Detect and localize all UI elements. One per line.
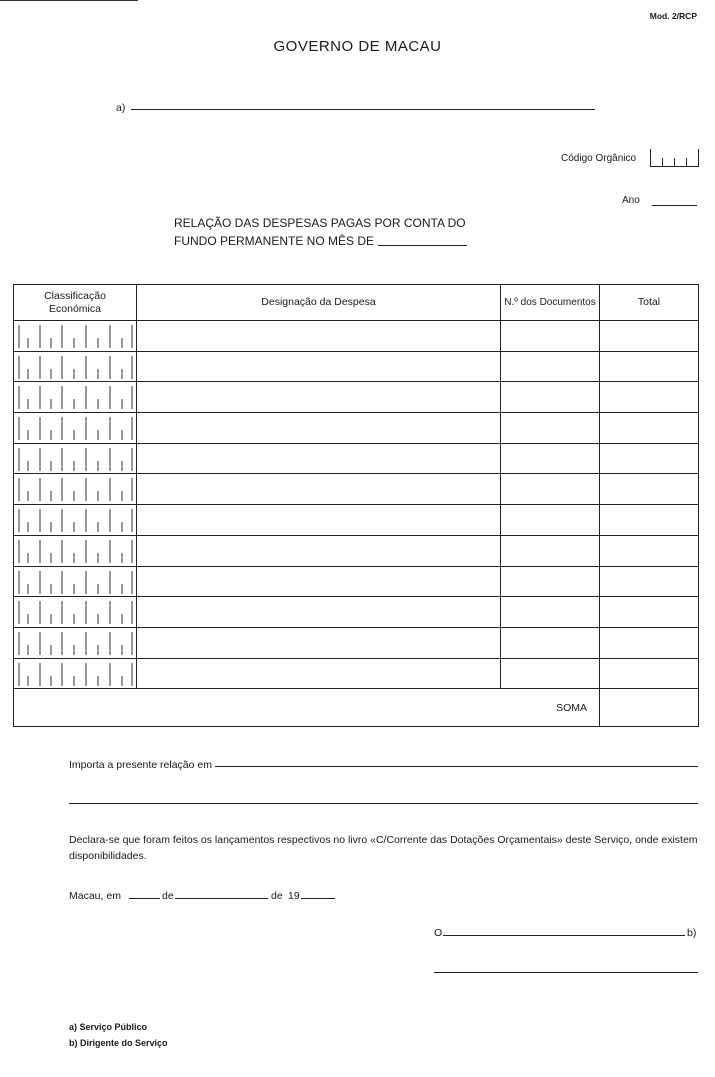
documentos-cell[interactable] (501, 658, 600, 689)
documentos-cell[interactable] (501, 597, 600, 628)
total-cell[interactable] (600, 351, 699, 382)
classificacao-cell[interactable] (14, 382, 137, 413)
signature-title-line[interactable] (443, 935, 685, 936)
top-edge-rule (0, 0, 138, 1)
codigo-organico-boxes[interactable] (650, 149, 699, 167)
classificacao-cell[interactable] (14, 535, 137, 566)
classificacao-tick-boxes (14, 352, 136, 381)
heading-line-2: FUNDO PERMANENTE NO MÊS DE (174, 234, 375, 248)
documentos-cell[interactable] (501, 443, 600, 474)
designacao-cell[interactable] (137, 413, 501, 444)
classificacao-tick-boxes (14, 382, 136, 411)
documentos-cell[interactable] (501, 382, 600, 413)
importa-line-2[interactable] (69, 803, 698, 804)
designacao-cell[interactable] (137, 321, 501, 352)
classificacao-cell[interactable] (14, 443, 137, 474)
total-cell[interactable] (600, 566, 699, 597)
year-prefix: 19 (288, 890, 300, 902)
page-title: GOVERNO DE MACAU (273, 38, 442, 55)
documentos-cell[interactable] (501, 627, 600, 658)
designacao-cell[interactable] (137, 535, 501, 566)
table-row (14, 382, 699, 413)
declaration-text: Declara-se que foram feitos os lançamentos respectivos no livro «C/Corrente das Dotações Orçamentais» deste Serviço, onde existem disponibilidades. (69, 834, 698, 862)
designacao-cell[interactable] (137, 597, 501, 628)
total-cell[interactable] (600, 382, 699, 413)
table-header-row (14, 285, 699, 321)
soma-total-cell[interactable] (600, 689, 699, 727)
soma-row (14, 689, 699, 727)
field-a-line[interactable] (131, 109, 595, 110)
classificacao-cell[interactable] (14, 658, 137, 689)
total-cell[interactable] (600, 474, 699, 505)
day-line[interactable] (129, 898, 160, 899)
year-line[interactable] (301, 898, 335, 899)
designacao-cell[interactable] (137, 627, 501, 658)
classificacao-tick-boxes (14, 413, 136, 442)
documentos-cell[interactable] (501, 505, 600, 536)
expense-table (13, 284, 699, 727)
total-cell[interactable] (600, 627, 699, 658)
field-a-label: a) (116, 102, 126, 114)
importa-label: Importa a presente relação em (69, 759, 212, 771)
table-row (14, 351, 699, 382)
classificacao-tick-boxes (14, 444, 136, 473)
mes-line[interactable] (378, 245, 467, 246)
classificacao-tick-boxes (14, 659, 136, 688)
documentos-cell[interactable] (501, 351, 600, 382)
classificacao-tick-boxes (14, 536, 136, 565)
footnote-b: b) Dirigente do Serviço (69, 1038, 168, 1048)
documentos-cell[interactable] (501, 321, 600, 352)
table-row (14, 566, 699, 597)
signature-prefix: O (434, 927, 443, 939)
signature-line[interactable] (434, 972, 698, 973)
classificacao-cell[interactable] (14, 413, 137, 444)
designacao-cell[interactable] (137, 351, 501, 382)
classificacao-cell[interactable] (14, 321, 137, 352)
documentos-cell[interactable] (501, 413, 600, 444)
total-cell[interactable] (600, 535, 699, 566)
classificacao-cell[interactable] (14, 597, 137, 628)
classificacao-tick-boxes (14, 474, 136, 503)
de-label-2: de (271, 890, 283, 902)
total-cell[interactable] (600, 443, 699, 474)
documentos-cell[interactable] (501, 474, 600, 505)
designacao-cell[interactable] (137, 566, 501, 597)
soma-label: SOMA (14, 689, 600, 727)
designacao-cell[interactable] (137, 658, 501, 689)
table-row (14, 443, 699, 474)
designacao-cell[interactable] (137, 474, 501, 505)
classificacao-tick-boxes (14, 597, 136, 626)
classificacao-tick-boxes (14, 628, 136, 657)
classificacao-tick-boxes (14, 505, 136, 534)
form-heading (174, 214, 466, 250)
de-label-1: de (162, 890, 174, 902)
table-row (14, 658, 699, 689)
table-row (14, 535, 699, 566)
signature-suffix: b) (687, 927, 697, 939)
documentos-cell[interactable] (501, 566, 600, 597)
header-classificacao: Classificação Económica (14, 285, 137, 321)
classificacao-tick-boxes (14, 321, 136, 350)
table-row (14, 474, 699, 505)
macau-em-label: Macau, em (69, 890, 121, 902)
heading-line-1: RELAÇÃO DAS DESPESAS PAGAS POR CONTA DO (174, 216, 466, 230)
total-cell[interactable] (600, 413, 699, 444)
header-designacao: Designação da Despesa (137, 285, 501, 321)
classificacao-cell[interactable] (14, 627, 137, 658)
table-row (14, 505, 699, 536)
classificacao-cell[interactable] (14, 505, 137, 536)
header-documentos: N.º dos Documentos (501, 285, 600, 321)
table-row (14, 627, 699, 658)
classificacao-cell[interactable] (14, 351, 137, 382)
classificacao-tick-boxes (14, 567, 136, 596)
table-row (14, 413, 699, 444)
total-cell[interactable] (600, 505, 699, 536)
total-cell[interactable] (600, 321, 699, 352)
classificacao-cell[interactable] (14, 474, 137, 505)
designacao-cell[interactable] (137, 382, 501, 413)
table-row (14, 597, 699, 628)
classificacao-cell[interactable] (14, 566, 137, 597)
header-total: Total (600, 285, 699, 321)
form-reference: Mod. 2/RCP (649, 11, 697, 21)
table-row (14, 321, 699, 352)
total-cell[interactable] (600, 597, 699, 628)
importa-line[interactable] (215, 766, 698, 767)
codigo-organico-label: Código Orgânico (561, 153, 637, 164)
documentos-cell[interactable] (501, 535, 600, 566)
footnote-a: a) Serviço Público (69, 1022, 148, 1032)
ano-line[interactable] (652, 205, 697, 206)
designacao-cell[interactable] (137, 443, 501, 474)
total-cell[interactable] (600, 658, 699, 689)
ano-label: Ano (622, 195, 640, 206)
designacao-cell[interactable] (137, 505, 501, 536)
month-line[interactable] (175, 898, 268, 899)
